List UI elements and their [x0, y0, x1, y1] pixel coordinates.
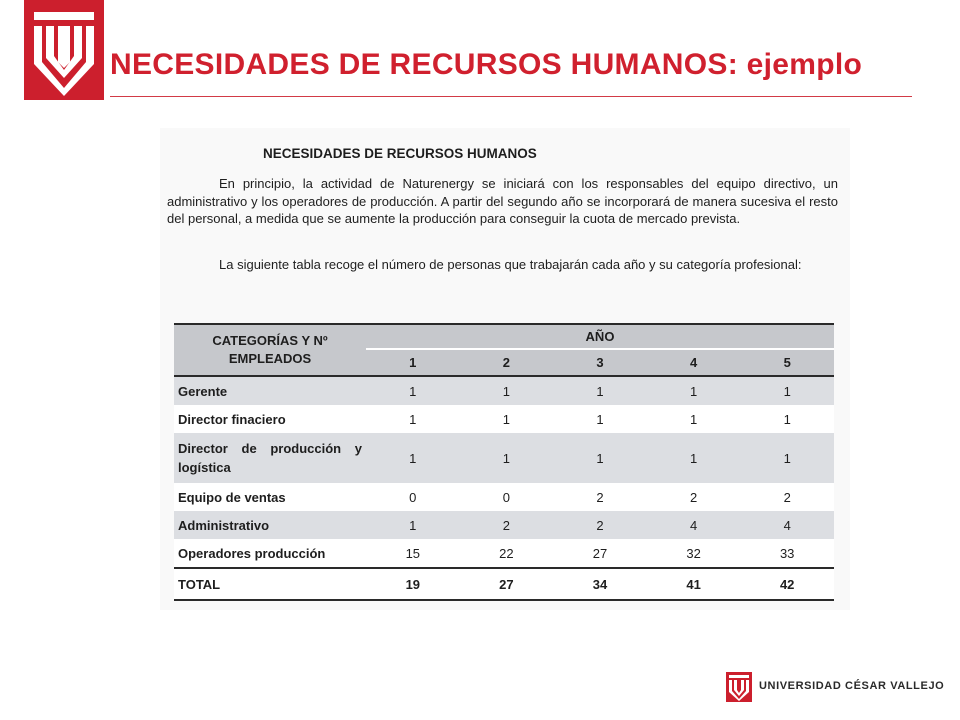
- table-row: [174, 376, 834, 405]
- table-cell: 1: [740, 405, 834, 433]
- total-cell: 42: [740, 568, 834, 600]
- row-label: Administrativo: [174, 511, 366, 539]
- table-cell: 4: [647, 511, 741, 539]
- year-header: 5: [740, 349, 834, 376]
- total-label: TOTAL: [174, 568, 366, 600]
- table-cell: 32: [647, 539, 741, 568]
- table-cell: 1: [647, 405, 741, 433]
- institution-name: UNIVERSIDAD CÉSAR VALLEJO: [759, 680, 945, 692]
- table-cell: 1: [740, 433, 834, 483]
- table-row: [174, 511, 834, 539]
- table-cell: 1: [647, 433, 741, 483]
- row-label: Operadores producción: [174, 539, 366, 568]
- university-logo: [24, 0, 104, 100]
- table-cell: 0: [460, 483, 554, 511]
- table-cell: 27: [553, 539, 647, 568]
- table-cell: 1: [740, 376, 834, 405]
- total-cell: 34: [553, 568, 647, 600]
- title-divider: [110, 96, 912, 97]
- table-cell: 2: [553, 483, 647, 511]
- year-header: 2: [460, 349, 554, 376]
- document-heading: NECESIDADES DE RECURSOS HUMANOS: [263, 146, 537, 161]
- document-paragraph: En principio, la actividad de Naturenergy se iniciará con los responsables del equipo directivo, un administrativo y los operadores de producción. A partir del segundo año se incorporará de manera sucesiva el resto del personal, a medida que se aumente la producción para conseguir la cuota de mercado prevista.: [167, 176, 838, 226]
- table-cell: 1: [553, 433, 647, 483]
- table-cell: 1: [553, 376, 647, 405]
- table-cell: 1: [366, 433, 460, 483]
- table-cell: 4: [740, 511, 834, 539]
- slide-title: NECESIDADES DE RECURSOS HUMANOS: ejemplo: [110, 48, 863, 81]
- table-cell: 1: [553, 405, 647, 433]
- table-cell: 2: [740, 483, 834, 511]
- table-cell: 1: [366, 376, 460, 405]
- document-paragraph: La siguiente tabla recoge el número de personas que trabajarán cada año y su categoría profesional:: [219, 257, 802, 272]
- row-label: Director de producción y logística: [174, 433, 366, 483]
- row-label: Gerente: [174, 376, 366, 405]
- table-row: [174, 405, 834, 433]
- row-label: Director finaciero: [174, 405, 366, 433]
- table-cell: 1: [366, 511, 460, 539]
- table-row: [174, 433, 834, 483]
- table-cell: 2: [647, 483, 741, 511]
- table-cell: 22: [460, 539, 554, 568]
- footer-branding: [726, 672, 945, 704]
- total-cell: 27: [460, 568, 554, 600]
- table-cell: 1: [460, 376, 554, 405]
- table-cell: 15: [366, 539, 460, 568]
- table-cell: 2: [460, 511, 554, 539]
- table-cell: 1: [460, 405, 554, 433]
- table-cell: 1: [647, 376, 741, 405]
- staffing-table: [174, 323, 834, 601]
- ucv-shield-icon: [726, 672, 752, 702]
- year-header: 3: [553, 349, 647, 376]
- table-cell: 2: [553, 511, 647, 539]
- year-header: 4: [647, 349, 741, 376]
- table-cell: 1: [366, 405, 460, 433]
- table-row: [174, 483, 834, 511]
- row-label: Equipo de ventas: [174, 483, 366, 511]
- table-cell: 1: [460, 433, 554, 483]
- ucv-logo-icon: [24, 0, 104, 100]
- category-column-header: CATEGORÍAS Y Nº EMPLEADOS: [174, 324, 366, 376]
- table-row: [174, 539, 834, 568]
- total-row: [174, 568, 834, 600]
- total-cell: 41: [647, 568, 741, 600]
- table-cell: 0: [366, 483, 460, 511]
- table-cell: 33: [740, 539, 834, 568]
- year-header: 1: [366, 349, 460, 376]
- year-column-header: AÑO: [366, 324, 834, 349]
- total-cell: 19: [366, 568, 460, 600]
